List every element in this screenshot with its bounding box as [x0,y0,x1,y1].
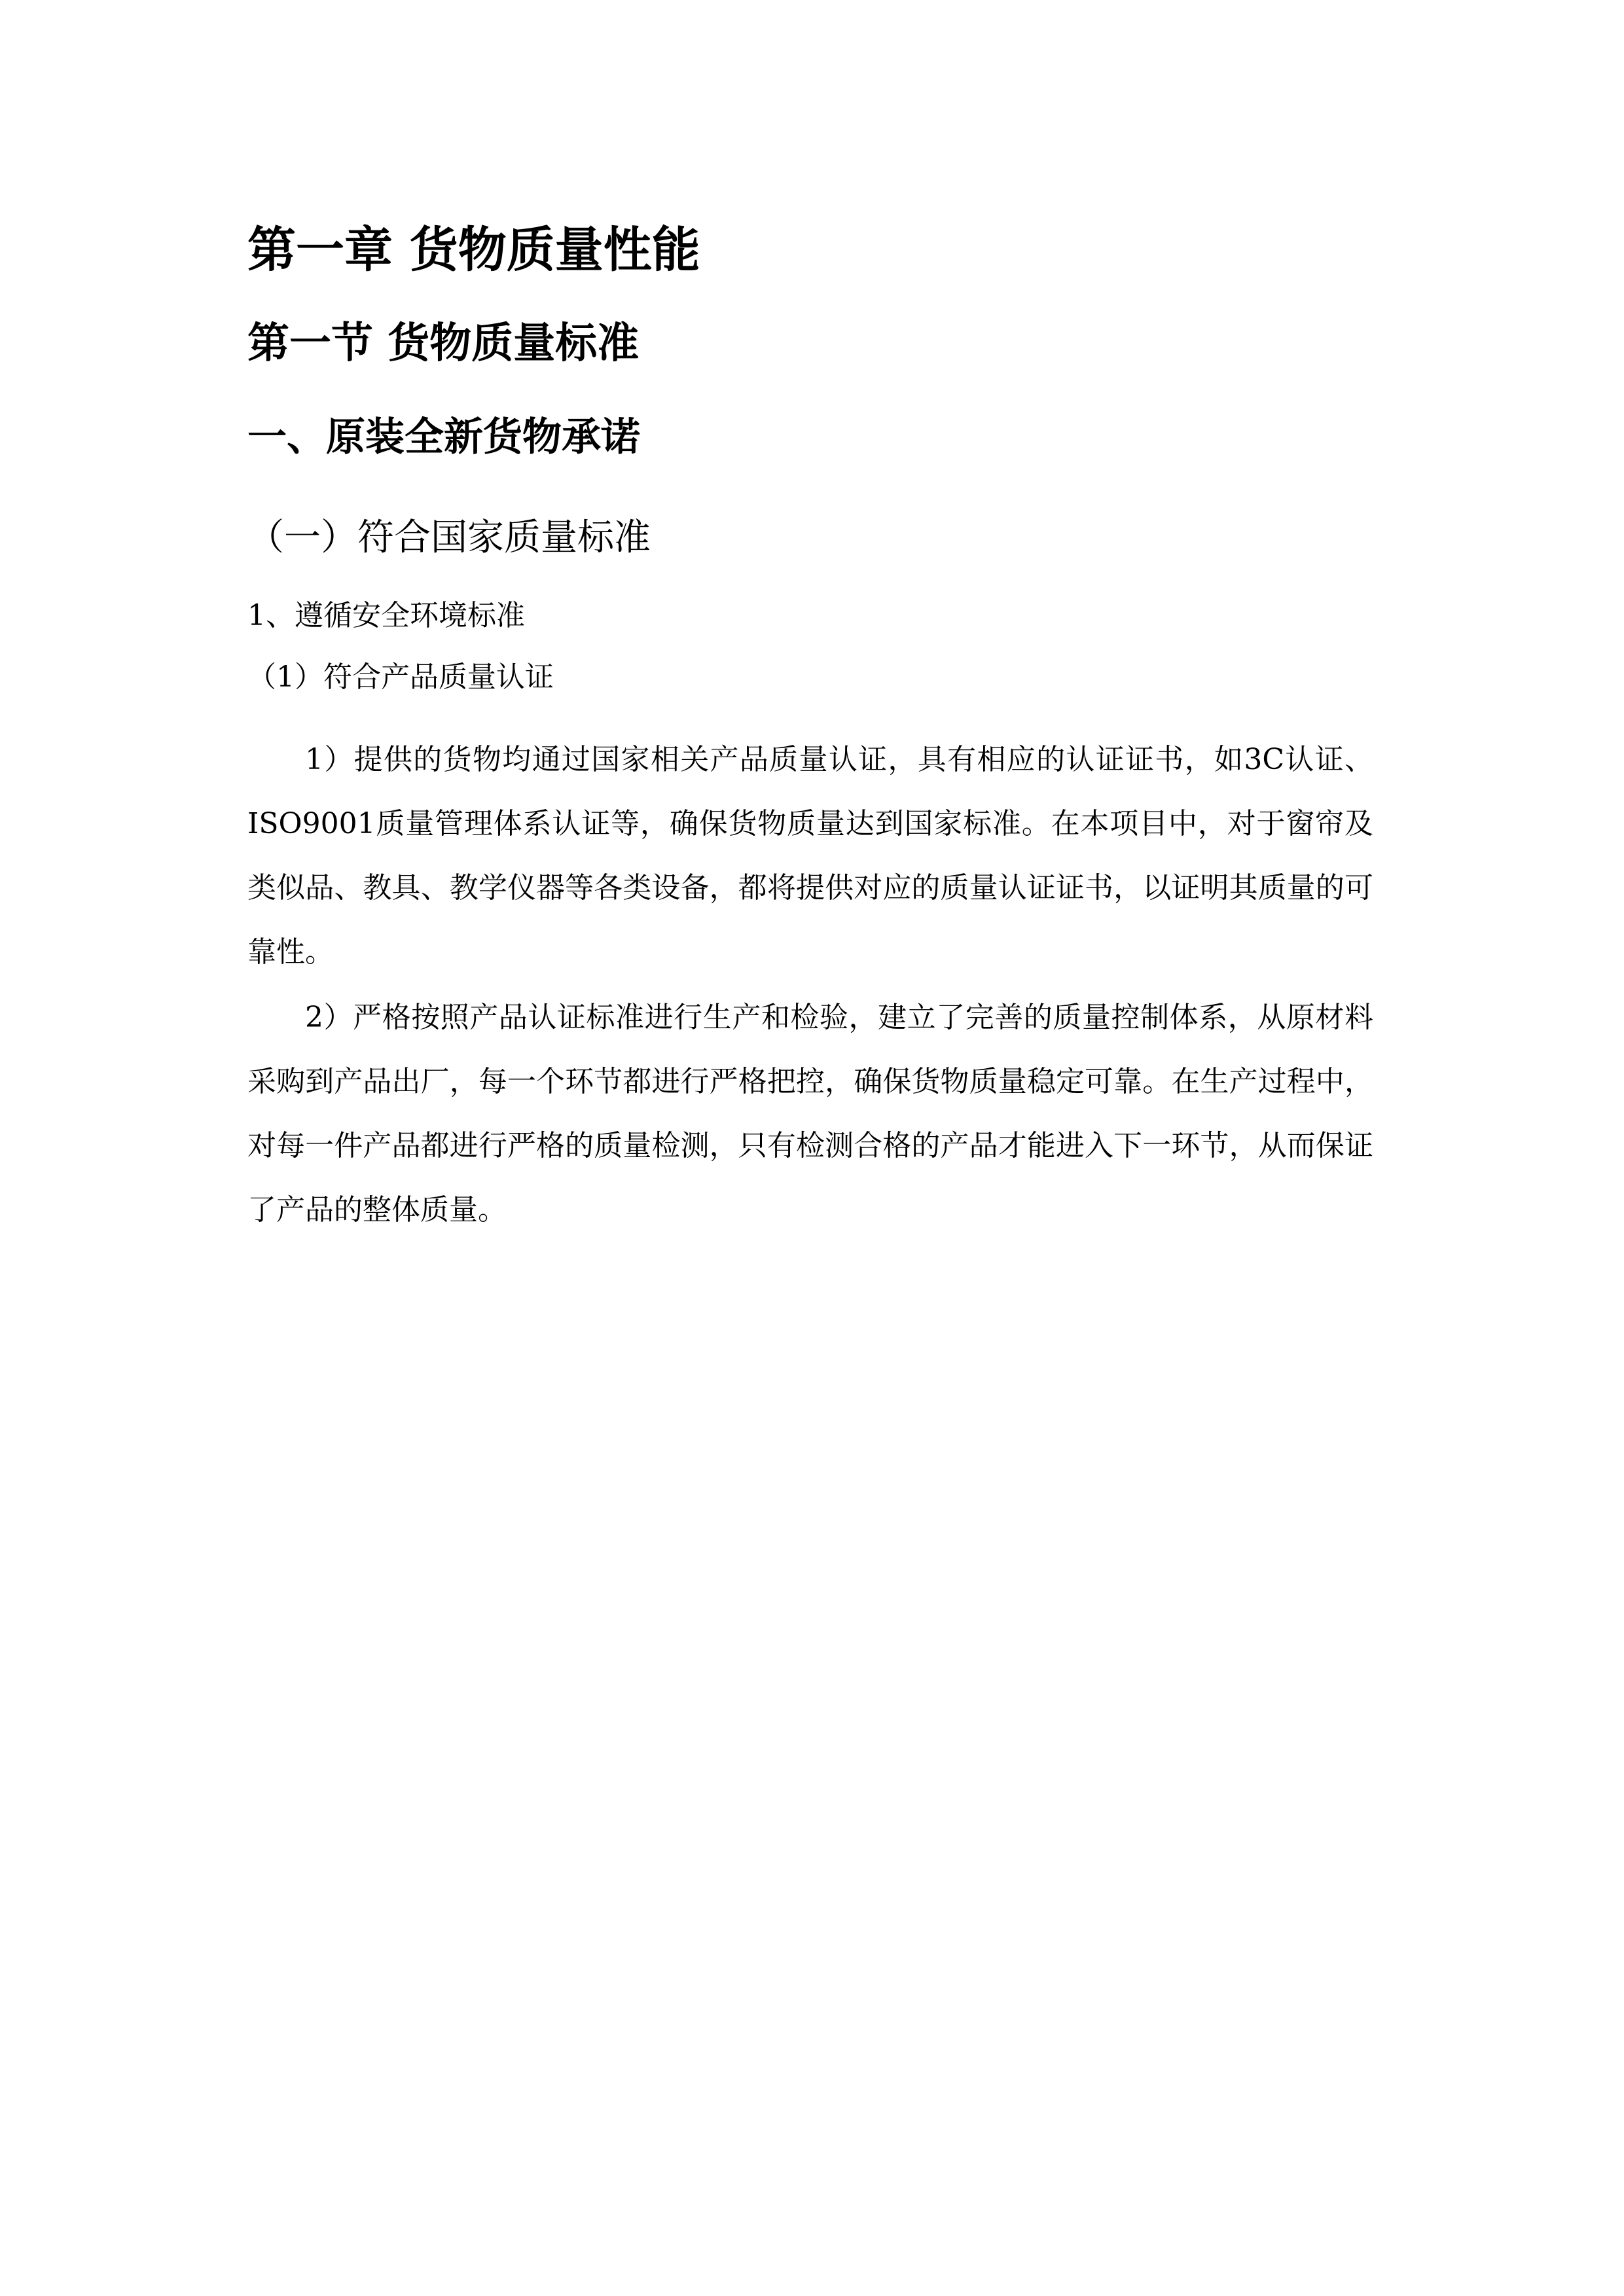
body-paragraph: 2）严格按照产品认证标准进行生产和检验，建立了完善的质量控制体系，从原材料采购到产品出厂，每一个环节都进行严格把控，确保货物质量稳定可靠。在生产过程中，对每一件产品都进行严格的质量检测，只有检测合格的产品才能进入下一环节，从而保证了产品的整体质量。 [247,1001,1373,1227]
subsubsection-title: （一）符合国家质量标准 [247,516,651,559]
chapter-title: 第一章 货物质量性能 [247,222,700,278]
subitem-heading: （1）符合产品质量认证 [247,660,554,694]
section-title: 第一节 货物质量标准 [247,319,640,368]
body-paragraph: 1）提供的货物均通过国家相关产品质量认证，具有相应的认证证书，如3C认证、ISO9001质量管理体系认证等，确保货物质量达到国家标准。在本项目中，对于窗帘及类似品、教具、教学仪器等各类设备，都将提供对应的质量认证证书，以证明其质量的可靠性。 [247,743,1373,969]
subsection-title: 一、原装全新货物承诺 [247,414,640,460]
item-heading: 1、遵循安全环境标准 [247,599,525,632]
